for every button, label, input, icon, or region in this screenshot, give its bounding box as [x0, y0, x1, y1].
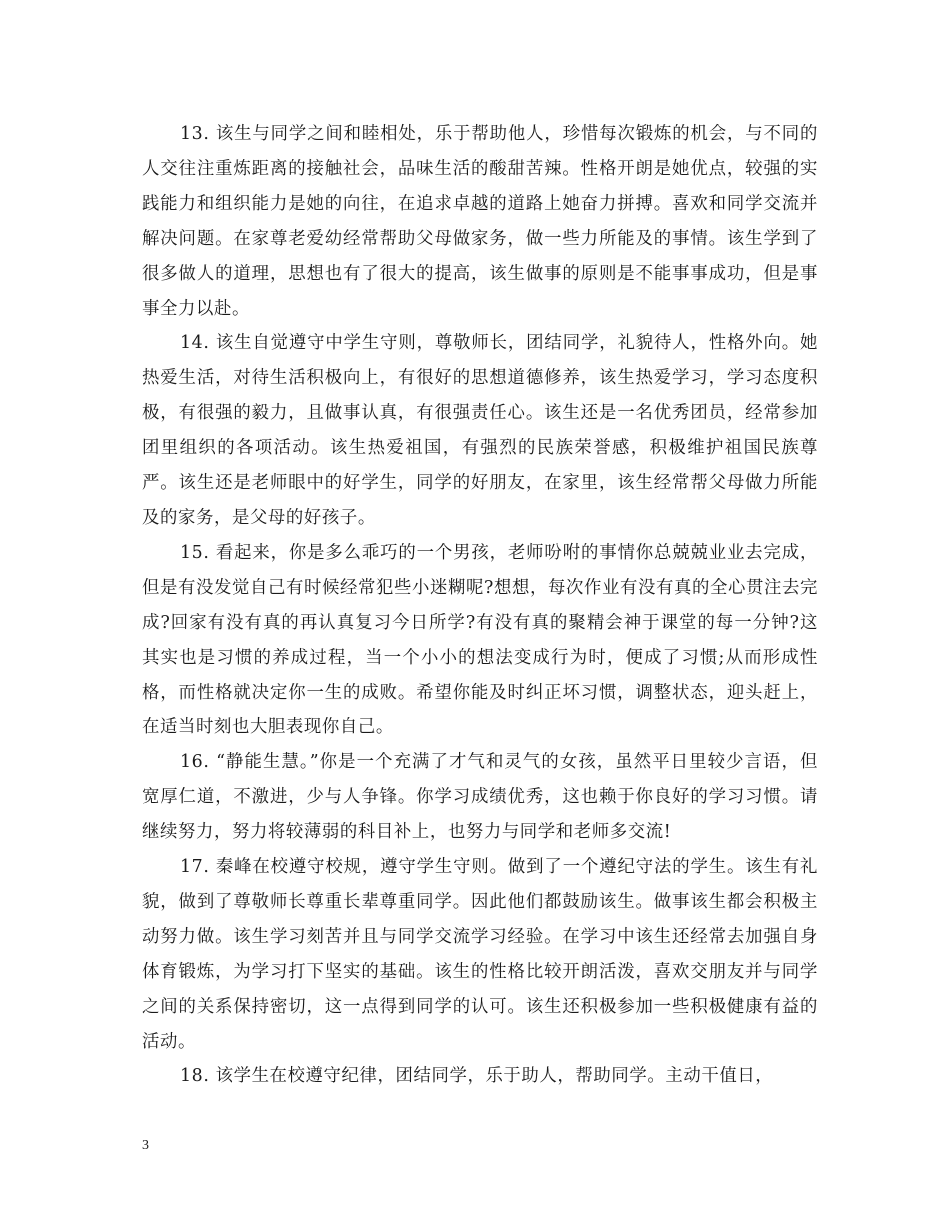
- page-body: [142, 117, 818, 1094]
- paragraph-14: 14. 该生自觉遵守中学生守则，尊敬师长，团结同学，礼貌待人，性格外向。她热爱生活，对待生活积极向上，有很好的思想道德修养，该生热爱学习，学习态度积极，有很强的毅力，且做事认真，有很强责任心。该生还是一名优秀团员，经常参加团里组织的各项活动。该生热爱祖国，有强烈的民族荣誉感，积极维护祖国民族尊严。该生还是老师眼中的好学生，同学的好朋友，在家里，该生经常帮父母做力所能及的家务，是父母的好孩子。: [142, 333, 818, 528]
- page-number: 3: [142, 1138, 149, 1153]
- paragraph-18: 18. 该学生在校遵守纪律，团结同学，乐于助人，帮助同学。主动干值日，: [180, 1066, 774, 1087]
- paragraph-16: 16. “静能生慧。”你是一个充满了才气和灵气的女孩，虽然平日里较少言语，但宽厚仁道，不激进，少与人争锋。你学习成绩优秀，这也赖于你良好的学习习惯。请继续努力，努力将较薄弱的科目补上，也努力与同学和老师多交流!: [142, 752, 818, 843]
- paragraph-13: 13. 该生与同学之间和睦相处，乐于帮助他人，珍惜每次锻炼的机会，与不同的人交往注重炼距离的接触社会，品味生活的酸甜苦辣。性格开朗是她优点，较强的实践能力和组织能力是她的向往，在追求卓越的道路上她奋力拼搏。喜欢和同学交流并解决问题。在家尊老爱幼经常帮助父母做家务，做一些力所能及的事情。该生学到了很多做人的道理，思想也有了很大的提高，该生做事的原则是不能事事成功，但是事事全力以赴。: [142, 124, 818, 319]
- paragraph-15: 15. 看起来，你是多么乖巧的一个男孩，老师吩咐的事情你总兢兢业业去完成，但是有没发觉自己有时候经常犯些小迷糊呢?想想，每次作业有没有真的全心贯注去完成?回家有没有真的再认真复习今日所学?有没有真的聚精会神于课堂的每一分钟?这其实也是习惯的养成过程，当一个小小的想法变成行为时，便成了习惯;从而形成性格，而性格就决定你一生的成败。希望你能及时纠正坏习惯，调整状态，迎头赶上，在适当时刻也大胆表现你自己。: [142, 542, 818, 738]
- paragraph-17: 17. 秦峰在校遵守校规，遵守学生守则。做到了一个遵纪守法的学生。该生有礼貌，做到了尊敬师长尊重长辈尊重同学。因此他们都鼓励该生。做事该生都会积极主动努力做。该生学习刻苦并且与同学交流学习经验。在学习中该生还经常去加强自身体育锻炼，为学习打下坚实的基础。该生的性格比较开朗活泼，喜欢交朋友并与同学之间的关系保持密切，这一点得到同学的认可。该生还积极参加一些积极健康有益的活动。: [142, 857, 818, 1052]
